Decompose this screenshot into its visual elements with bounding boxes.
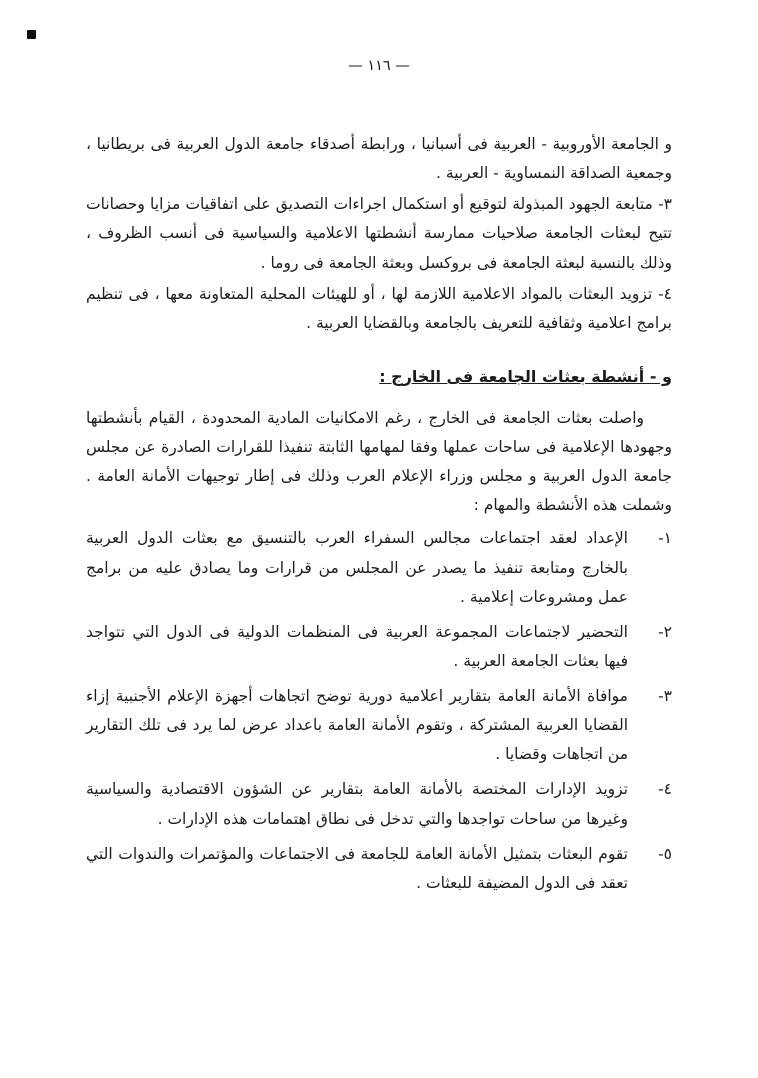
list-item-3-number: ٣- bbox=[658, 687, 672, 706]
page-number: — ١١٦ — bbox=[348, 58, 410, 74]
section-lead-paragraph: واصلت بعثات الجامعة فى الخارج ، رغم الامكانيات المادية المحدودة ، القيام بأنشطتها وجهودها الإعلامية فى ساحات عملها وفقا لمهامها الثابتة تنفيذا للقرارات الصادرة عن مجلس جامعة الدول العربية و مجلس وزراء الإعلام العرب وذلك فى إطار توجيهات الأمانة العامة . وشملت هذه الأنشطة والمهام : bbox=[86, 408, 672, 515]
top-item-3 bbox=[86, 190, 672, 277]
top-item-4-text: تزويد البعثات بالمواد الاعلامية اللازمة لها ، أو للهيئات المحلية المتعاونة معها ، فى تنظيم برامج اعلامية وثقافية للتعريف بالجامعة وبالقضايا العربية . bbox=[86, 284, 672, 332]
page-content bbox=[86, 130, 672, 904]
list-item bbox=[86, 618, 672, 676]
list-item bbox=[86, 775, 672, 833]
list-item-1-text: الإعداد لعقد اجتماعات مجالس السفراء العرب بالتنسيق مع بعثات الدول العربية بالخارج ومتابعة تنفيذ ما يصدر عن المجلس من قرارات وما يصادق عليه من برامج عمل ومشروعات إعلامية . bbox=[86, 529, 628, 606]
list-item-4-text: تزويد الإدارات المختصة بالأمانة العامة بتقارير عن الشؤون الاقتصادية والسياسية وغيرها من ساحات تواجدها والتي تدخل فى نطاق اهتمامات هذه الإدارات . bbox=[86, 780, 628, 828]
list-item-2-number: ٢- bbox=[658, 622, 672, 641]
section-heading: و - أنشطة بعثات الجامعة فى الخارج : bbox=[379, 366, 672, 386]
list-item bbox=[86, 840, 672, 898]
top-item-4 bbox=[86, 280, 672, 338]
list-item-5-text: تقوم البعثات بتمثيل الأمانة العامة للجامعة فى الاجتماعات والمؤتمرات والندوات التي تعقد فى الدول المضيفة للبعثات . bbox=[86, 844, 628, 892]
list-item-1-number: ١- bbox=[658, 529, 672, 548]
top-item-3-number: ٣- bbox=[658, 195, 672, 214]
top-item-3-text: متابعة الجهود المبذولة لتوقيع أو استكمال اجراءات التصديق على اتفاقيات مزايا وحصانات تتيح لبعثات الجامعة صلاحيات ممارسة أنشطتها الاعلامية والسياسية فى أنسب الظروف ، وذلك بالنسبة لبعثة الجامعة فى بروكسل وبعثة الجامعة فى روما . bbox=[86, 195, 672, 272]
list-item-4-number: ٤- bbox=[658, 780, 672, 799]
intro-paragraph: و الجامعة الأوروبية - العربية فى أسبانيا ، ورابطة أصدقاء جامعة الدول العربية فى بريطانيا ، وجمعية الصداقة النمساوية - العربية . bbox=[86, 135, 672, 183]
list-item bbox=[86, 682, 672, 769]
list-item-3-text: موافاة الأمانة العامة بتقارير اعلامية دورية توضح اتجاهات أجهزة الإعلام الأجنبية إزاء القضايا العربية المشتركة ، وتقوم الأمانة العامة باعداد عرض لما يرد فى تلك التقارير من اتجاهات وقضايا . bbox=[86, 687, 628, 764]
top-item-4-number: ٤- bbox=[658, 284, 672, 303]
list-item bbox=[86, 524, 672, 611]
list-item-5-number: ٥- bbox=[658, 844, 672, 863]
scan-artifact-mark bbox=[27, 30, 36, 39]
list-item-2-text: التحضير لاجتماعات المجموعة العربية فى المنظمات الدولية فى الدول التي تتواجد فيها بعثات الجامعة العربية . bbox=[86, 622, 628, 670]
